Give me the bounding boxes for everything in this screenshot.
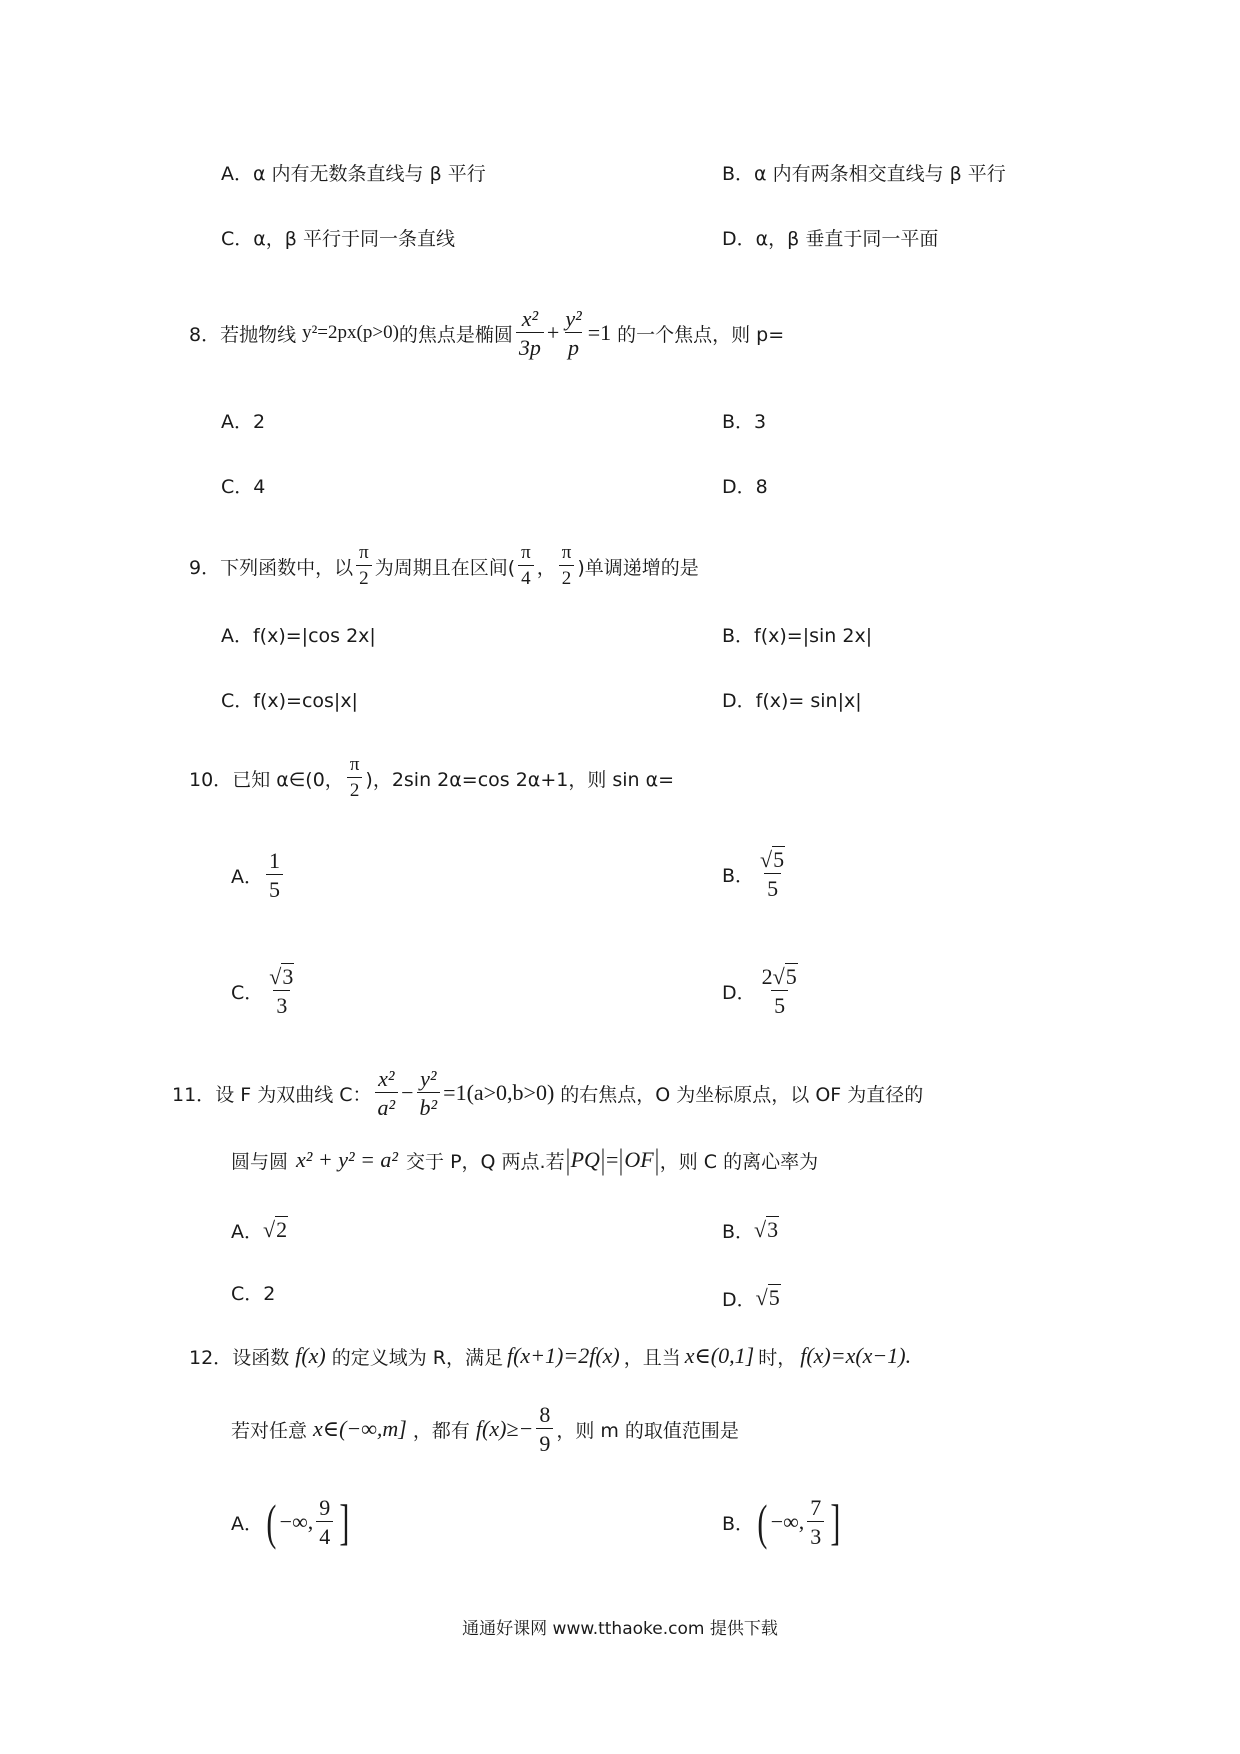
q12-bound-num: 8 — [539, 1401, 551, 1427]
q10-number: 10． — [189, 768, 233, 791]
q10-a-num: 1 — [269, 847, 280, 873]
q8-frac-x — [516, 307, 544, 359]
q10-b-den: 5 — [764, 873, 781, 900]
q8-prefix: 若抛物线 — [220, 323, 297, 346]
q11-option-c: C．2 — [231, 1283, 276, 1305]
q11-b-rad: 3 — [767, 1217, 779, 1242]
q8-option-a: A．2 — [221, 411, 266, 433]
q10-option-a-frac — [266, 849, 283, 901]
q12-definition: f(x)=x(x−1). — [800, 1343, 912, 1368]
q11-line2-b: 交于 P，Q 两点.若 — [406, 1150, 565, 1173]
q12-a-paren-open: ( — [266, 1494, 277, 1550]
q9-mid: 为周期且在区间( — [374, 556, 516, 579]
q8-plus: + — [546, 320, 560, 345]
q12-relation: f(x+1)=2f(x) — [506, 1343, 620, 1368]
page-footer: 通通好课网 www.tthaoke.com 提供下载 — [462, 1619, 778, 1639]
q9-prefix: 下列函数中，以 — [220, 556, 354, 579]
q9-hi-den: 2 — [559, 565, 575, 589]
q10-option-d — [722, 955, 804, 1027]
q9-period-frac — [356, 543, 372, 589]
q12-prefix: 设函数 — [232, 1346, 290, 1369]
q12-fx: f(x) — [295, 1343, 326, 1368]
q12-a-num: 9 — [319, 1494, 331, 1520]
question-8 — [189, 300, 784, 366]
q9-period-num: π — [359, 542, 369, 564]
q7-option-b: B．α 内有两条相交直线与 β 平行 — [722, 163, 1006, 185]
q11-option-b-label: B． — [722, 1220, 755, 1243]
q11-abs-close-2: | — [654, 1143, 659, 1176]
q11-eq: = — [605, 1147, 619, 1172]
q11-f2-den: b² — [417, 1092, 441, 1119]
q8-number: 8． — [189, 323, 221, 346]
q8-parabola: y²=2px(p>0) — [302, 322, 399, 343]
q12-bound-den: 9 — [536, 1428, 553, 1455]
q11-option-d-label: D． — [722, 1288, 756, 1311]
q10-c-sqrt: √3 — [269, 963, 294, 989]
q9-lo-frac — [518, 543, 534, 589]
q11-cond: =1(a>0,b>0) — [443, 1080, 555, 1105]
q12-a-den: 4 — [316, 1521, 333, 1548]
q8-frac2-den: p — [565, 332, 582, 359]
q11-number: 11． — [172, 1083, 216, 1106]
q11-prefix: 设 F 为双曲线 C： — [215, 1083, 372, 1106]
q11-abs-open-1: | — [565, 1143, 570, 1176]
q8-mid: 的焦点是椭圆 — [398, 323, 513, 346]
q9-suffix: )单调递增的是 — [577, 556, 699, 579]
q9-option-d: D．f(x)= sin|x| — [722, 690, 862, 712]
q10-b-rad: 5 — [773, 846, 785, 872]
q10-d-numerator — [759, 965, 801, 990]
q9-option-b: B．f(x)=|sin 2x| — [722, 625, 873, 647]
q12-domain: x∈(0,1] — [684, 1343, 755, 1368]
q12-line2-a: 若对任意 — [231, 1419, 308, 1442]
q11-abs-open-2: | — [619, 1143, 624, 1176]
q10-d-sqrt: √5 — [772, 963, 797, 989]
q10-frac-num: π — [349, 754, 360, 776]
q9-option-a: A．f(x)=|cos 2x| — [221, 625, 376, 647]
q12-fx-bound: f(x)≥− — [475, 1416, 534, 1441]
q10-d-rad: 5 — [785, 963, 797, 989]
q7-option-c: C．α，β 平行于同一条直线 — [221, 228, 455, 250]
q9-comma: ， — [536, 556, 556, 579]
q12-line-2 — [231, 1394, 739, 1464]
q12-mid2: ，且当 — [623, 1346, 681, 1369]
q12-option-a-label: A． — [231, 1512, 263, 1535]
q10-option-a — [231, 842, 286, 908]
q10-option-d-label: D． — [722, 981, 756, 1004]
q8-option-c: C．4 — [221, 476, 266, 498]
q11-b-sqrt: √3 — [754, 1217, 779, 1242]
q12-option-b-label: B． — [722, 1512, 755, 1535]
q12-mid1: 的定义域为 R，满足 — [331, 1346, 503, 1369]
q10-option-b-label: B． — [722, 864, 755, 887]
q10-suffix: )，2sin 2α=cos 2α+1，则 sin α= — [365, 768, 675, 791]
q10-option-a-label: A． — [231, 865, 263, 888]
q10-option-b — [722, 838, 791, 910]
q10-a-den: 5 — [266, 874, 283, 901]
q9-option-c: C．f(x)=cos|x| — [221, 690, 358, 712]
question-9 — [189, 534, 699, 598]
q9-period-den: 2 — [356, 565, 372, 589]
q11-option-a-label: A． — [231, 1220, 263, 1243]
q11-suffix: 的右焦点，O 为坐标原点，以 OF 为直径的 — [560, 1083, 924, 1106]
q11-a-rad: 2 — [276, 1217, 288, 1242]
q12-b-den: 3 — [807, 1521, 824, 1548]
question-11 — [172, 1060, 923, 1126]
q10-c-den: 3 — [273, 990, 290, 1017]
question-10 — [189, 747, 674, 809]
q12-option-b — [722, 1486, 844, 1558]
q11-abs-close-1: | — [600, 1143, 606, 1176]
q12-mid3: 时， — [758, 1346, 797, 1369]
q11-minus: − — [401, 1080, 414, 1105]
q7-option-a: A．α 内有无数条直线与 β 平行 — [221, 163, 486, 185]
q11-option-a — [231, 1212, 288, 1248]
q11-d-rad: 5 — [768, 1285, 780, 1310]
q10-option-c-label: C． — [231, 981, 264, 1004]
q11-line2-c: ，则 C 的离心率为 — [659, 1150, 819, 1173]
q12-a-frac — [316, 1496, 333, 1548]
q10-option-b-frac — [757, 848, 788, 900]
q11-line-2 — [231, 1140, 818, 1180]
q9-hi-frac — [559, 543, 575, 589]
q11-line2-a: 圆与圆 — [231, 1150, 289, 1173]
q9-lo-den: 4 — [518, 565, 534, 589]
q10-d-den: 5 — [771, 990, 788, 1017]
q12-b-bracket-close: ] — [830, 1494, 841, 1550]
q11-a-sqrt: √2 — [263, 1217, 288, 1242]
q12-a-lead: −∞, — [279, 1509, 314, 1534]
q8-eq-one: =1 — [587, 320, 612, 345]
q8-option-b: B．3 — [722, 411, 767, 433]
q12-b-num: 7 — [810, 1494, 822, 1520]
q11-d-sqrt: √5 — [755, 1285, 780, 1310]
q12-a-bracket-close: ] — [339, 1494, 350, 1550]
q12-number: 12． — [189, 1346, 233, 1369]
q10-c-rad: 3 — [282, 963, 294, 989]
q10-prefix: 已知 α∈(0， — [232, 768, 344, 791]
q12-option-a — [231, 1486, 353, 1558]
q10-d-coef: 2 — [761, 963, 773, 989]
q10-option-d-frac — [759, 965, 801, 1017]
q8-option-d: D．8 — [722, 476, 768, 498]
q11-option-b — [722, 1212, 779, 1248]
q8-frac1-num: x² — [521, 305, 539, 331]
q8-frac2-num: y² — [565, 305, 582, 331]
q11-of: OF — [624, 1147, 654, 1172]
q12-b-frac — [807, 1496, 824, 1548]
q8-suffix: 的一个焦点，则 p= — [617, 323, 785, 346]
q10-b-sqrt: √5 — [760, 846, 785, 872]
q11-frac-x — [375, 1067, 399, 1119]
q10-frac-den: 2 — [347, 777, 363, 801]
q12-bound-frac — [536, 1403, 553, 1455]
q12-line2-b: ，都有 — [412, 1419, 470, 1442]
q8-frac1-den: 3p — [516, 332, 544, 359]
q11-circle-eq: x² + y² = a² — [296, 1147, 399, 1172]
q11-f1-den: a² — [375, 1092, 399, 1119]
q9-number: 9． — [189, 556, 221, 579]
q12-b-lead: −∞, — [770, 1509, 805, 1534]
q7-option-d: D．α，β 垂直于同一平面 — [722, 228, 939, 250]
q9-hi-num: π — [561, 542, 572, 564]
q11-pq: PQ — [570, 1147, 600, 1172]
q10-frac — [347, 755, 363, 801]
q12-b-paren-open: ( — [757, 1494, 768, 1550]
q9-lo-num: π — [521, 542, 531, 564]
q10-option-c — [231, 955, 300, 1027]
q8-frac-y — [562, 307, 584, 359]
q10-option-c-frac — [266, 965, 297, 1017]
q11-frac-y — [417, 1067, 441, 1119]
question-12 — [189, 1336, 911, 1376]
q11-option-d — [722, 1280, 781, 1316]
q11-f2-num: y² — [420, 1065, 437, 1091]
q12-x-range: x∈(−∞,m] — [313, 1416, 407, 1441]
q11-f1-num: x² — [378, 1065, 395, 1091]
q12-line2-c: ，则 m 的取值范围是 — [556, 1419, 739, 1442]
